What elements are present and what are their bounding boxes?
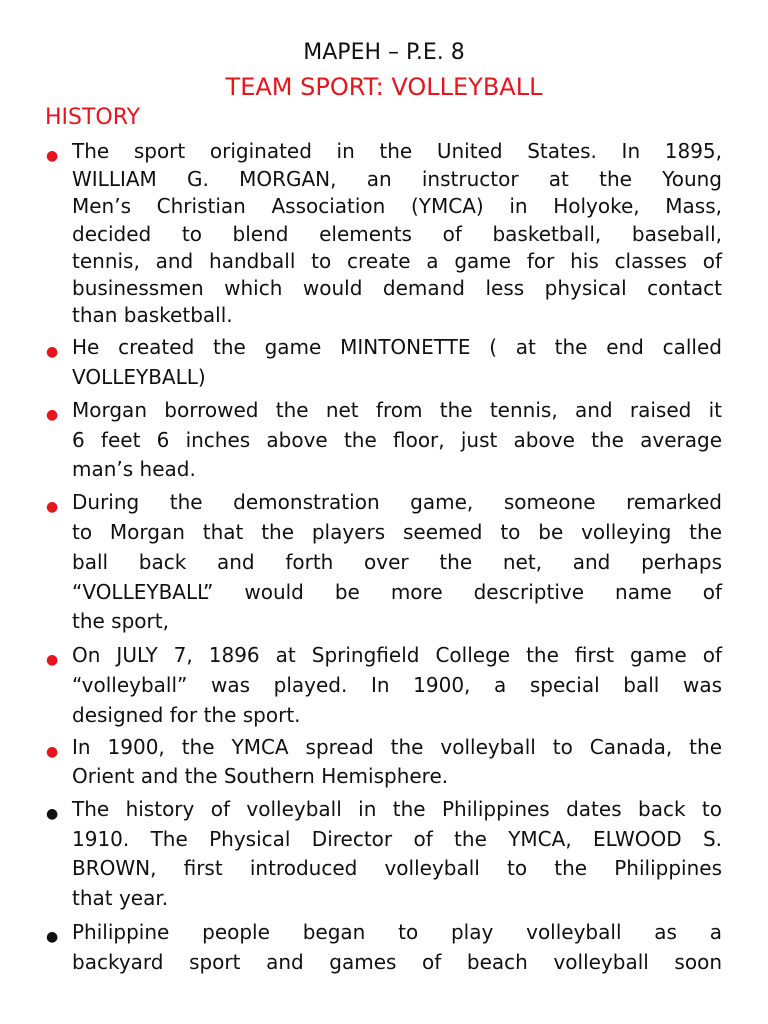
bullet-5-line-3: designed for the sport.	[72, 703, 301, 727]
bullet-dot-icon: ●	[46, 407, 59, 423]
document-subtitle: TEAM SPORT: VOLLEYBALL	[225, 73, 543, 101]
bullet-8-line-2: backyard sport and games of beach volleyball soon	[72, 950, 722, 974]
bullet-5-line-2: “volleyball” was played. In 1900, a special ball was	[72, 673, 722, 697]
bullet-1-line-7: than basketball.	[72, 303, 233, 327]
bullet-4-line-5: the sport,	[72, 609, 169, 633]
bullet-1-line-6: businessmen which would demand less physical contact	[72, 276, 722, 300]
bullet-1-line-2: WILLIAM G. MORGAN, an instructor at the Young	[72, 167, 722, 191]
bullet-dot-icon: ●	[46, 744, 59, 760]
bullet-dot-icon: ●	[46, 652, 59, 668]
bullet-dot-icon: ●	[46, 806, 59, 822]
bullet-7-line-1: The history of volleyball in the Philippines dates back to	[72, 797, 722, 821]
bullet-1-line-5: tennis, and handball to create a game for his classes of	[72, 249, 722, 273]
bullet-4-line-3: ball back and forth over the net, and perhaps	[72, 550, 722, 574]
bullet-dot-icon: ●	[46, 499, 59, 515]
bullet-2-line-2: VOLLEYBALL)	[72, 365, 206, 389]
bullet-5-line-1: On JULY 7, 1896 at Springfield College the first game of	[72, 643, 722, 667]
bullet-7-line-4: that year.	[72, 886, 169, 910]
bullet-3-line-1: Morgan borrowed the net from the tennis, and raised it	[72, 398, 722, 422]
bullet-3-line-2: 6 feet 6 inches above the floor, just above the average	[72, 428, 722, 452]
bullet-6-line-2: Orient and the Southern Hemisphere.	[72, 764, 449, 788]
bullet-2-line-1: He created the game MINTONETTE ( at the end called	[72, 335, 722, 359]
bullet-dot-icon: ●	[46, 929, 59, 945]
bullet-6-line-1: In 1900, the YMCA spread the volleyball to Canada, the	[72, 735, 722, 759]
bullet-4-line-1: During the demonstration game, someone remarked	[72, 490, 722, 514]
bullet-4-line-2: to Morgan that the players seemed to be volleying the	[72, 520, 722, 544]
bullet-4-line-4: “VOLLEYBALL” would be more descriptive name of	[72, 580, 722, 604]
bullet-3-line-3: man’s head.	[72, 457, 196, 481]
bullet-1-line-1: The sport originated in the United States. In 1895,	[72, 139, 722, 163]
section-heading-history: HISTORY	[45, 105, 141, 130]
bullet-7-line-3: BROWN, first introduced volleyball to the Philippines	[72, 856, 722, 880]
bullet-dot-icon: ●	[46, 148, 59, 164]
bullet-dot-icon: ●	[46, 344, 59, 360]
document-title: MAPEH – P.E. 8	[303, 40, 465, 65]
bullet-8-line-1: Philippine people began to play volleyball as a	[72, 920, 722, 944]
bullet-7-line-2: 1910. The Physical Director of the YMCA, ELWOOD S.	[72, 827, 722, 851]
bullet-1-line-3: Men’s Christian Association (YMCA) in Holyoke, Mass,	[72, 194, 722, 218]
bullet-1-line-4: decided to blend elements of basketball, baseball,	[72, 222, 722, 246]
